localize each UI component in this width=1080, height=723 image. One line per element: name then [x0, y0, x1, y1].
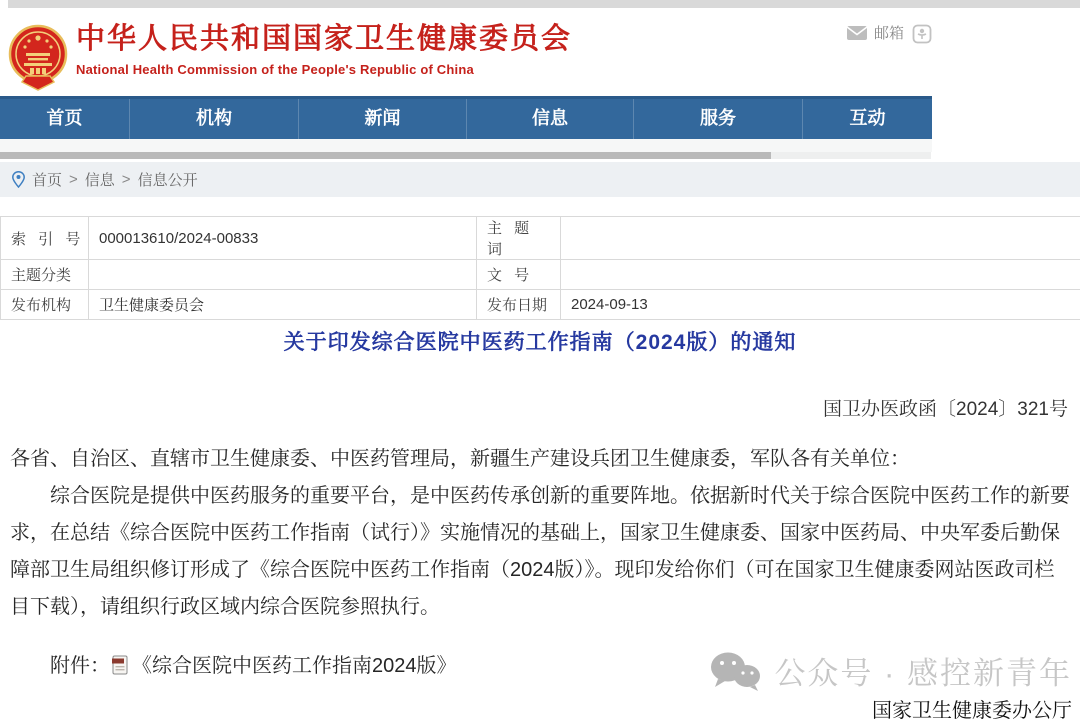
meta-label-subject-words: 主 题 词	[477, 217, 561, 260]
breadcrumb-item-home[interactable]: 首页	[32, 169, 62, 190]
mail-label: 邮箱	[874, 22, 904, 43]
salutation-paragraph: 各省、自治区、直辖市卫生健康委、中医药管理局，新疆生产建设兵团卫生健康委，军队各有关单位：	[10, 441, 1070, 478]
watermark-text: 公众号 · 感控新青年	[774, 648, 1072, 693]
attachment-doc-icon	[112, 655, 128, 675]
page-title: 关于印发综合医院中医药工作指南（2024版）的通知	[0, 326, 1080, 356]
meta-value-subject-words	[561, 217, 1080, 260]
breadcrumb-separator: >	[122, 171, 131, 188]
mail-link[interactable]	[846, 22, 904, 43]
nav-item-interact[interactable]: 互动	[802, 99, 932, 139]
nav-item-info[interactable]: 信息	[466, 99, 633, 139]
body-paragraph: 综合医院是提供中医药服务的重要平台，是中医药传承创新的重要阵地。依据新时代关于综合医院中医药工作的新要求，在总结《综合医院中医药工作指南（试行）》实施情况的基础上，国家卫生健康委、国家中医药局、中央军委后勤保障部卫生局组织修订形成了《综合医院中医药工作指南（2024版）》。现印发给你们（可在国家卫生健康委网站医政司栏目下载），请组织行政区域内综合医院参照执行。	[10, 478, 1070, 626]
meta-label-doc-symbol: 文 号	[477, 260, 561, 290]
horizontal-scrollbar-track[interactable]	[0, 152, 931, 159]
signature: 国家卫生健康委办公厅	[0, 694, 1080, 723]
mail-icon	[846, 25, 868, 41]
top-strip	[8, 0, 1080, 8]
breadcrumb-separator: >	[69, 171, 78, 188]
attachment-link[interactable]: 《综合医院中医药工作指南2024版》	[132, 655, 457, 677]
brand-block	[76, 22, 572, 77]
site-header	[0, 8, 1080, 96]
main-nav	[0, 96, 932, 139]
attachment-label: 附件：	[50, 655, 110, 677]
meta-label-publish-date: 发布日期	[477, 290, 561, 320]
location-pin-icon	[12, 171, 25, 188]
table-row	[1, 290, 1080, 320]
meta-value-doc-symbol	[561, 260, 1080, 290]
breadcrumb-item-disclosure[interactable]: 信息公开	[138, 169, 198, 190]
site-subtitle: National Health Commission of the People's Republic of China	[76, 62, 572, 77]
meta-label-category: 主题分类	[1, 260, 89, 290]
meta-value-index-number: 000013610/2024-00833	[89, 217, 477, 260]
meta-value-publish-date: 2024-09-13	[561, 290, 1080, 320]
meta-value-issuing-org: 卫生健康委员会	[89, 290, 477, 320]
accessibility-icon[interactable]	[912, 24, 932, 44]
document-meta-table	[0, 216, 1080, 320]
nav-item-home[interactable]: 首页	[0, 99, 129, 139]
nav-item-orgs[interactable]: 机构	[129, 99, 298, 139]
document-number: 国卫办医政函〔2024〕321号	[0, 394, 1080, 421]
watermark	[708, 648, 1072, 693]
table-row	[1, 217, 1080, 260]
breadcrumb-item-info[interactable]: 信息	[85, 169, 115, 190]
national-emblem-icon	[8, 20, 68, 92]
site-title: 中华人民共和国国家卫生健康委员会	[76, 22, 572, 56]
breadcrumb	[0, 162, 1080, 197]
meta-value-category	[89, 260, 477, 290]
table-row	[1, 260, 1080, 290]
meta-label-issuing-org: 发布机构	[1, 290, 89, 320]
wechat-icon	[708, 649, 762, 693]
meta-label-index-number: 索 引 号	[1, 217, 89, 260]
nav-item-news[interactable]: 新闻	[298, 99, 466, 139]
nav-item-services[interactable]: 服务	[633, 99, 802, 139]
horizontal-scrollbar-thumb[interactable]	[0, 152, 771, 159]
subnav-strip	[0, 139, 932, 152]
